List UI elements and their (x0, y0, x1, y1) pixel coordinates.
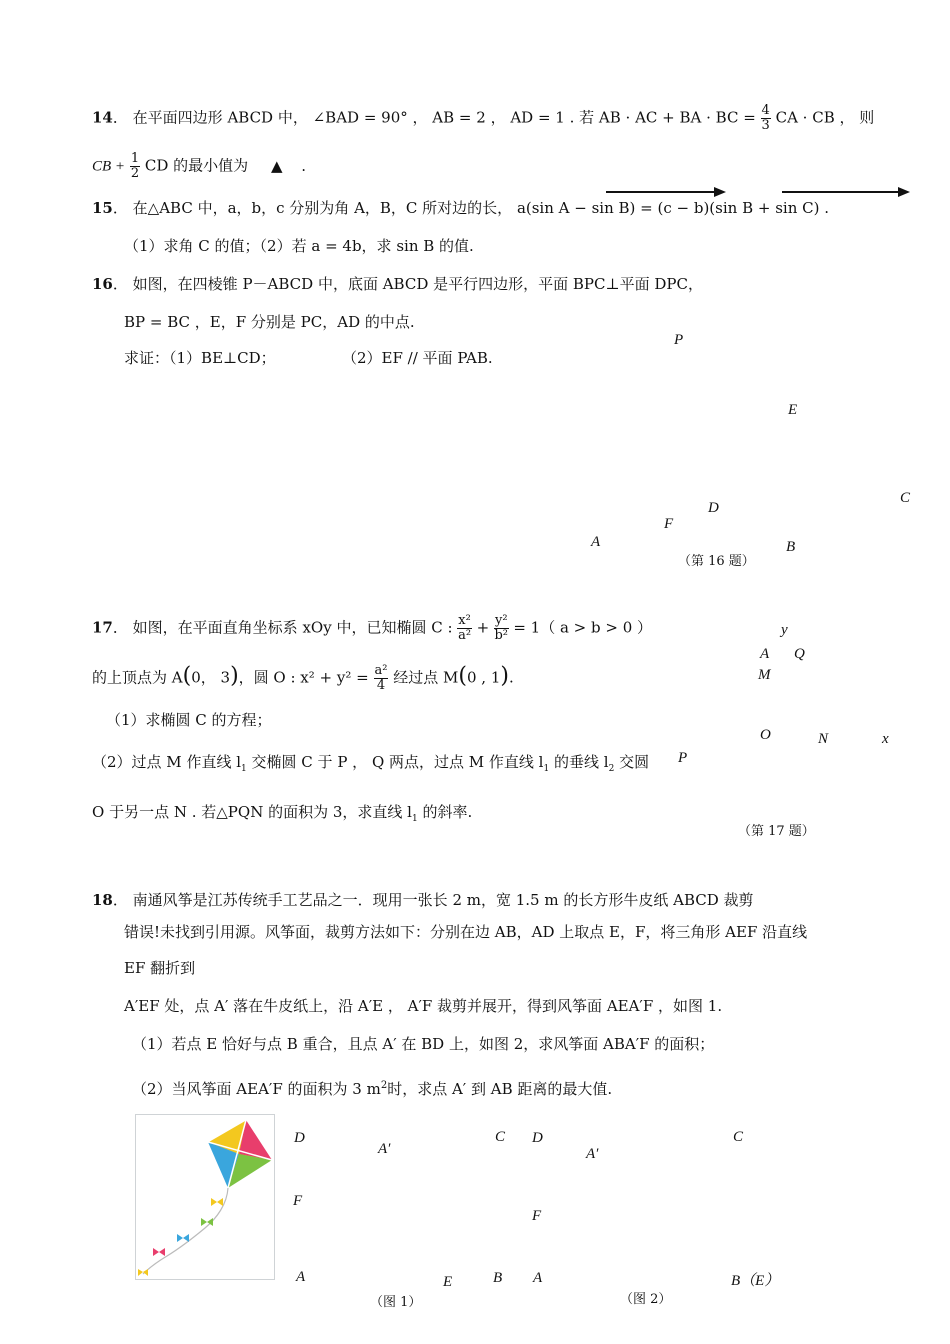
fig2-label-a: A (533, 1270, 543, 1286)
q17-line1: 17． 如图，在平面直角坐标系 xOy 中，已知椭圆 C : $\frac{\text{x²}}{\text{a²}}$ + $\frac{\text{y²}}{\text{b²}}$ = 1（ a > b > 0 ） (92, 613, 653, 643)
fig17-caption: （第 17 题） (738, 824, 815, 839)
fig16-label-p: P (674, 332, 684, 348)
q14-line1: 14． 在平面四边形 ABCD 中， ∠BAD = 90° ， AB = 2 ， AD = 1 . 若 AB · AC + BA · BC = $\frac{4}{3}$ CA · CB ， 则 (92, 103, 875, 133)
q14-fraction: $\frac{4}{3}$ (761, 103, 770, 133)
fig1-label-f: F (293, 1193, 303, 1209)
q15-text: 在△ABC 中，a，b，c 分别为角 A，B，C 所对边的长， a(sin A − sin B) = (c − b)(sin B + sin C) . (132, 199, 830, 217)
q16-line3a: 求证：（1）BE⊥CD； (124, 349, 276, 367)
q14-text-tail: CA · CB ， 则 (775, 108, 875, 127)
fig1-caption: （图 1） (370, 1295, 422, 1310)
fig16-label-d: D (708, 500, 719, 516)
fig16-label-a: A (591, 534, 601, 550)
q14-line2: CB + $\frac{1}{2}$ CD 的最小值为 ▲ . (92, 151, 307, 181)
q17-part3: O 于另一点 N . 若△PQN 的面积为 3，求直线 $l_1$ 的斜率. (92, 803, 473, 824)
q16-number: 16 (92, 275, 113, 293)
fig2-label-b-e: B（E） (731, 1273, 780, 1289)
q14-half-fraction: $\frac{1}{2}$ (130, 151, 140, 181)
fig17-label-q: Q (794, 646, 805, 662)
fig2-caption: （图 2） (620, 1292, 672, 1307)
fig2-label-c: C (733, 1129, 744, 1145)
q17-line2: 的上顶点为 A(0， 3)，圆 O : x² + y² = $\frac{\text{a²}}{4}$ 经过点 M(0 , 1). (92, 663, 514, 693)
q18-part1: （1）若点 E 恰好与点 B 重合，且点 A′ 在 BD 上，如图 2，求风筝面 ABA′F 的面积； (132, 1035, 715, 1053)
fig17-label-o: O (760, 727, 771, 743)
q17-y-fraction: $\frac{\text{y²}}{\text{b²}}$ (494, 613, 509, 643)
fig2-label-d: D (532, 1130, 543, 1146)
q18-line1: 18． 南通风筝是江苏传统手工艺品之一．现用一张长 2 m，宽 1.5 m 的长方形牛皮纸 ABCD 裁剪 (92, 891, 754, 909)
q17-circle-fraction: $\frac{\text{a²}}{4}$ (374, 663, 388, 693)
fig2-label-a-prime: A′ (586, 1146, 599, 1162)
fig2-label-f: F (532, 1208, 542, 1224)
q17-part1: （1）求椭圆 C 的方程； (106, 711, 272, 729)
q16-line1: 16． 如图，在四棱锥 P－ABCD 中，底面 ABCD 是平行四边形，平面 BPC⊥平面 DPC， (92, 275, 703, 293)
fig16-label-e: E (788, 402, 798, 418)
q18-line4: A′EF 处，点 A′ 落在牛皮纸上，沿 A′E ， A′F 裁剪并展开，得到风筝面 AEA′F ，如图 1. (124, 997, 723, 1015)
fig1-label-b: B (493, 1270, 503, 1286)
q17-x-fraction: $\frac{\text{x²}}{\text{a²}}$ (458, 613, 472, 643)
q18-line3: EF 翻折到 (124, 959, 196, 977)
q17-part2: （2）过点 M 作直线 $l_1$ 交椭圆 C 于 P ， Q 两点，过点 M 作直线 $l_1$ 的垂线 $l_2$ 交圆 (92, 753, 650, 774)
q18-number: 18 (92, 891, 113, 909)
fig17-label-x: x (882, 731, 889, 747)
fig16-label-f: F (664, 516, 674, 532)
fig17-label-n: N (818, 731, 829, 747)
q14-number: 14 (92, 108, 113, 127)
fig1-label-a: A (296, 1269, 306, 1285)
fig17-label-a: A (760, 646, 770, 662)
q15-number: 15 (92, 199, 113, 217)
q18-line2: 错误!未找到引用源。风筝面，裁剪方法如下：分别在边 AB，AD 上取点 E，F，将三角形 AEF 沿直线 (124, 923, 808, 941)
kite-illustration (135, 1114, 275, 1280)
fig17-label-p: P (678, 750, 688, 766)
q16-line3b: （2）EF // 平面 PAB. (342, 349, 493, 367)
fig16-label-c: C (900, 490, 911, 506)
fig16-caption: （第 16 题） (678, 554, 755, 569)
answer-blank-marker: ▲ (270, 156, 283, 175)
q14-text: 在平面四边形 ABCD 中， ∠BAD = 90° ， AB = 2 ， AD = 1 . 若 AB · AC + BA · BC = (132, 108, 756, 127)
q15-line2: （1）求角 C 的值；（2）若 a = 4b，求 sin B 的值. (124, 237, 474, 255)
fig1-label-d: D (294, 1130, 305, 1146)
q18-part2: （2）当风筝面 AEA′F 的面积为 3 $m^2$时，求点 A′ 到 AB 距离的最大值. (132, 1080, 613, 1098)
fig17-label-y: y (781, 622, 788, 638)
vector-arrows (600, 184, 920, 200)
fig1-label-e: E (443, 1274, 453, 1290)
q15-line1: 15． 在△ABC 中，a，b，c 分别为角 A，B，C 所对边的长， a(sin A − sin B) = (c − b)(sin B + sin C) . (92, 199, 830, 217)
fig16-label-b: B (786, 539, 796, 555)
q16-line2: BP = BC ，E，F 分别是 PC，AD 的中点. (124, 313, 415, 331)
fig1-label-a-prime: A′ (378, 1141, 391, 1157)
fig1-label-c: C (495, 1129, 506, 1145)
fig17-label-m: M (758, 667, 771, 683)
q17-number: 17 (92, 618, 113, 637)
